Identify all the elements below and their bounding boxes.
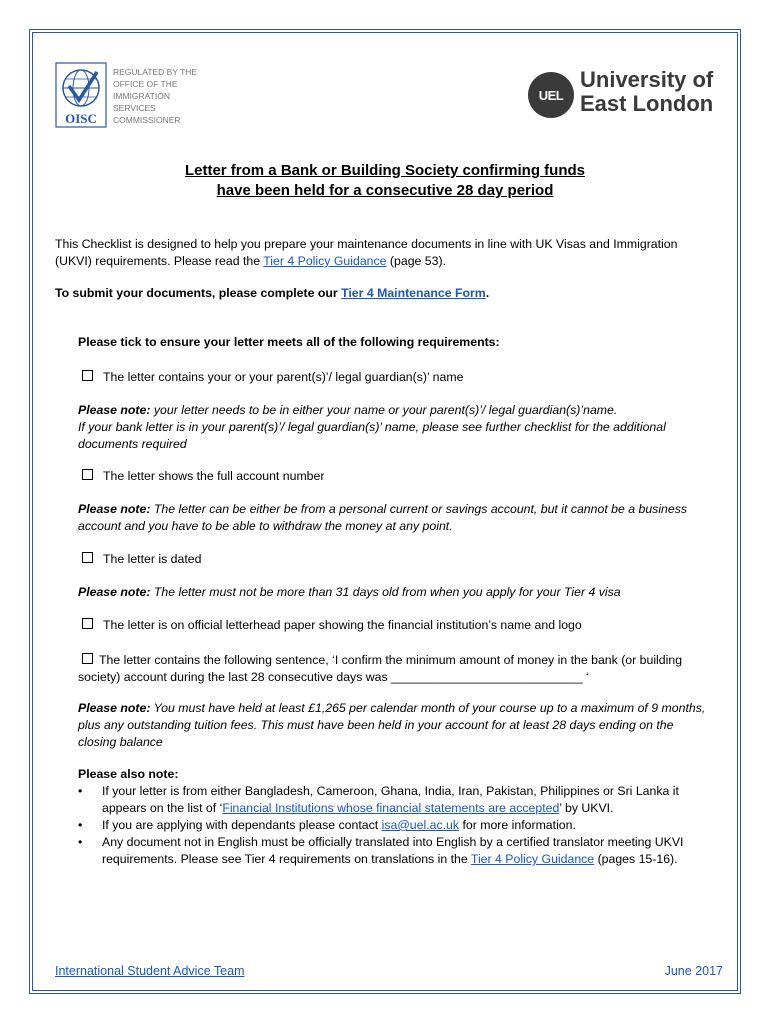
- uel-logo: [528, 68, 723, 118]
- oisc-logo: [55, 62, 107, 128]
- financial-institutions-link[interactable]: Financial Institutions whose financial statements are accepted: [222, 801, 560, 815]
- oisc-caption-line: OFFICE OF THE: [113, 79, 178, 89]
- checklist-item-dated[interactable]: The letter is dated: [82, 551, 201, 568]
- bullet-item: • Any document not in English must be officially translated into English by a certified translator meeting UKVI requirements. Please see Tier 4 requirements on translations in the Tier 4 Policy Guidance (pages 15-16).: [78, 835, 684, 866]
- intro-line1: This Checklist is designed to help you prepare your maintenance documents in line with UK Visas and Immigration: [55, 237, 678, 251]
- tier4-policy-link[interactable]: Tier 4 Policy Guidance: [263, 254, 387, 268]
- checkbox[interactable]: [82, 370, 93, 381]
- also-note-heading: Please also note:: [78, 767, 179, 781]
- oisc-caption-line: IMMIGRATION: [113, 91, 170, 101]
- checkbox[interactable]: [82, 469, 93, 480]
- checklist-item-sentence[interactable]: The letter contains the following sentence, ‘I confirm the minimum amount of money in the bank (or building society) account during the last 28 consecutive days was ____________________________ ‘: [78, 653, 683, 684]
- checkbox[interactable]: [82, 618, 93, 629]
- oisc-caption-line: SERVICES: [113, 103, 156, 113]
- document-title-line2: have been held for a consecutive 28 day period: [216, 182, 554, 199]
- submit-instruction: To submit your documents, please complete our Tier 4 Maintenance Form.: [55, 286, 490, 300]
- uel-name: [580, 68, 713, 116]
- oisc-logo-text: OISC: [65, 111, 97, 126]
- bullet-icon: •: [78, 835, 83, 849]
- bullet-icon: •: [78, 818, 83, 832]
- oisc-caption-line: COMMISSIONER: [113, 115, 181, 125]
- checkbox[interactable]: [82, 653, 93, 664]
- note-account: Please note: The letter can be either be from a personal current or savings account, but it cannot be a business account and you have to be able to withdraw the money at any point.: [78, 502, 688, 533]
- oisc-caption: [113, 66, 223, 126]
- uel-badge: [528, 72, 574, 118]
- oisc-caption-line: REGULATED BY THE: [113, 67, 198, 77]
- uel-name-line1: University of: [580, 67, 714, 92]
- note-dated: Please note: The letter must not be more than 31 days old from when you apply for your Tier 4 visa: [78, 585, 621, 599]
- document-title-line1: Letter from a Bank or Building Society confirming funds: [184, 162, 586, 179]
- footer-team: International Student Advice Team: [55, 964, 245, 978]
- checklist-heading: Please tick to ensure your letter meets all of the following requirements:: [78, 335, 500, 349]
- intro-line2: (UKVI) requirements. Please read the Tier 4 Policy Guidance (page 53).: [55, 254, 446, 268]
- bullet-item: • If your letter is from either Bangladesh, Cameroon, Ghana, India, Iran, Pakistan, Philippines or Sri Lanka it appears on the list of ‘Financial Institutions whose financial statements are accepted’ by UKVI.: [78, 784, 679, 815]
- bullet-item: • If you are applying with dependants please contact isa@uel.ac.uk for more information.: [78, 818, 576, 832]
- checklist-item-letterhead[interactable]: The letter is on official letterhead paper showing the financial institution’s name and logo: [82, 617, 582, 634]
- bullet-icon: •: [78, 784, 83, 798]
- note-amount: Please note: You must have held at least £1,265 per calendar month of your course up to a maximum of 9 months, plus any outstanding tuition fees. This must have been held in your account for at least 28 days ending on the closing balance: [78, 701, 706, 749]
- tier4-policy-link-2[interactable]: Tier 4 Policy Guidance: [470, 852, 595, 866]
- note-name: Please note: your letter needs to be in either your name or your parent(s)’/ legal guardian(s)’name. If your bank letter is in your parent(s)’/ legal guardian(s)’ name, please see further checklist for the additional documents required: [78, 403, 666, 451]
- checkbox[interactable]: [82, 552, 93, 563]
- uel-name-line2: East London: [580, 91, 714, 116]
- intro-paragraph: [55, 236, 725, 270]
- email-link[interactable]: isa@uel.ac.uk: [381, 818, 460, 832]
- footer-date: June 2017: [664, 964, 723, 978]
- checklist-item-account[interactable]: The letter shows the full account number: [82, 468, 324, 485]
- uel-badge-text: UEL: [538, 88, 564, 103]
- checklist-item-name[interactable]: The letter contains your or your parent(s)’/ legal guardian(s)’ name: [82, 369, 463, 386]
- maintenance-form-link[interactable]: Tier 4 Maintenance Form: [341, 286, 486, 300]
